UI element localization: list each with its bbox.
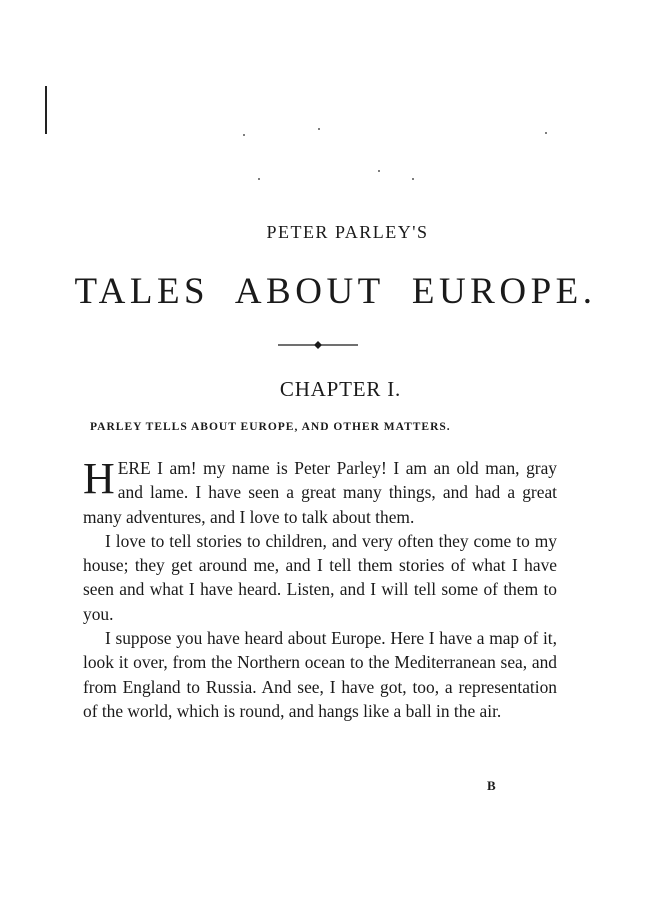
chapter-body [83,456,557,723]
page-edge-mark [45,86,47,134]
paragraph [83,456,557,529]
paper-speck [545,132,547,134]
paragraph-text: I suppose you have heard about Europe. Here I have a map of it, look it over, from the Northern ocean to the Mediterranean sea, and from England to Russia. And see, I have got, too, a representation of the world, which is round, and hangs like a ball in the air. [83,628,557,721]
paper-speck [318,128,320,130]
divider-ornament [278,340,358,350]
chapter-subtitle: PARLEY TELLS ABOUT EUROPE, AND OTHER MATTERS. [90,421,451,433]
paper-speck [243,134,245,136]
paper-speck [258,178,260,180]
paper-speck [378,170,380,172]
paragraph-text: I love to tell stories to children, and very often they come to my house; they get around me, and I tell them stories of what I have seen and what I have heard. Listen, and I will tell some of them to you. [83,530,557,624]
book-title: TALES ABOUT EUROPE. [74,271,597,312]
series-title: PETER PARLEY'S [266,222,429,242]
paper-speck [412,178,414,180]
signature-mark: B [487,778,496,793]
drop-cap: H [83,454,115,503]
paragraph [83,626,557,723]
paragraph-text: ERE I am! my name is Peter Parley! I am an old man, gray and lame. I have seen a great many things, and had a great many adventures, and I love to talk about them. [83,458,557,527]
chapter-heading: CHAPTER I. [279,377,402,401]
paragraph [83,529,557,626]
